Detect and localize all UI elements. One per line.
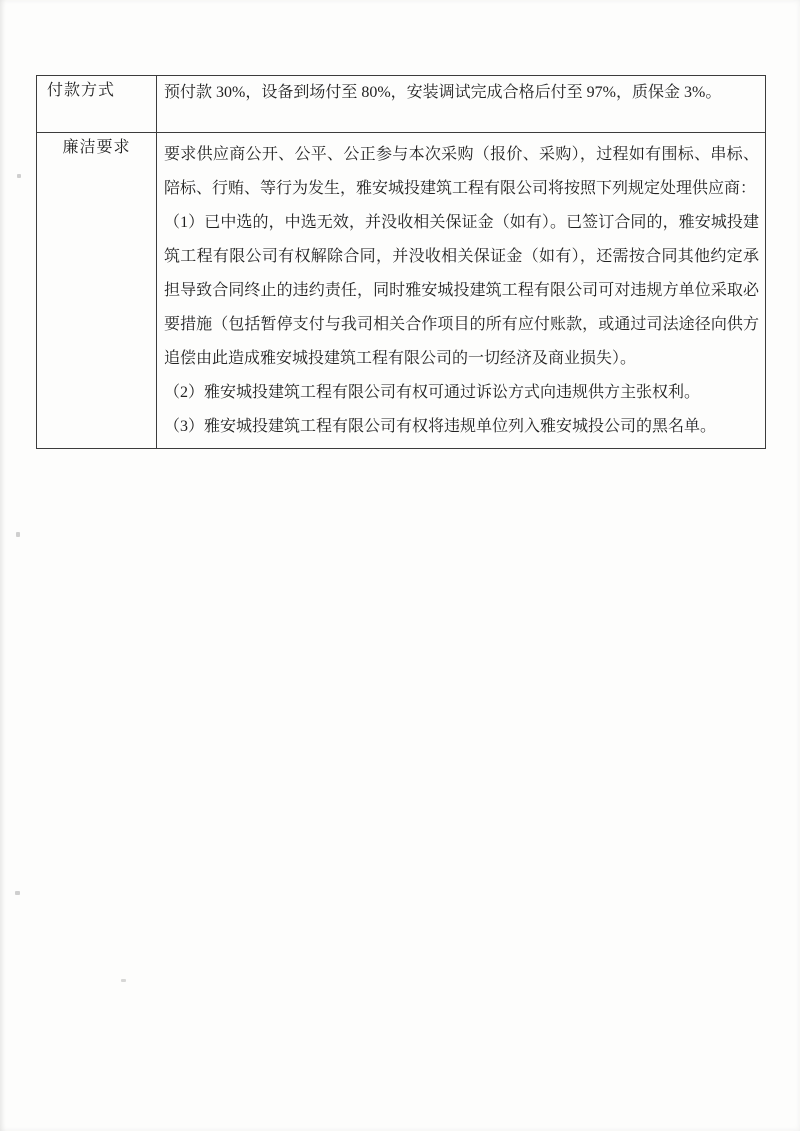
integrity-clause-2: （2）雅安城投建筑工程有限公司有权可通过诉讼方式向违规供方主张权利。 — [164, 384, 701, 401]
integrity-clause-1: （1）已中选的，中选无效，并没收相关保证金（如有）。已签订合同的，雅安城投建筑工程有限公司有权解除合同，并没收相关保证金（如有），还需按合同其他约定承担导致合同终止的违约责任，同时雅安城投建筑工程有限公司可对违规方单位采取必要措施（包括暂停支付与我司相关合作项目的所有应付账款，或通过司法途径向供方追偿由此造成雅安城投建筑工程有限公司的一切经济及商业损失）。 — [164, 214, 759, 367]
payment-method-label: 付款方式 — [47, 82, 116, 99]
integrity-value-cell — [157, 133, 766, 449]
payment-terms-text: 预付款 30%，设备到场付至 80%，安装调试完成合格后付至 97%，质保金 3%。 — [164, 84, 722, 101]
payment-label-cell — [37, 76, 157, 133]
scan-speck — [16, 532, 20, 537]
table-row-payment — [37, 76, 766, 133]
integrity-clause-3: （3）雅安城投建筑工程有限公司有权将违规单位列入雅安城投公司的黑名单。 — [164, 418, 717, 435]
scan-speck — [121, 979, 126, 982]
integrity-requirement-label: 廉洁要求 — [62, 139, 131, 156]
table-row-integrity — [37, 133, 766, 449]
payment-value-cell — [157, 76, 766, 133]
scan-speck — [15, 891, 20, 895]
scan-speck — [17, 174, 21, 178]
integrity-label-cell — [37, 133, 157, 449]
integrity-intro-paragraph: 要求供应商公开、公平、公正参与本次采购（报价、采购），过程如有围标、串标、陪标、行贿、等行为发生，雅安城投建筑工程有限公司将按照下列规定处理供应商： — [164, 146, 759, 197]
terms-table — [36, 75, 766, 449]
scan-edge-shade — [0, 0, 6, 1131]
